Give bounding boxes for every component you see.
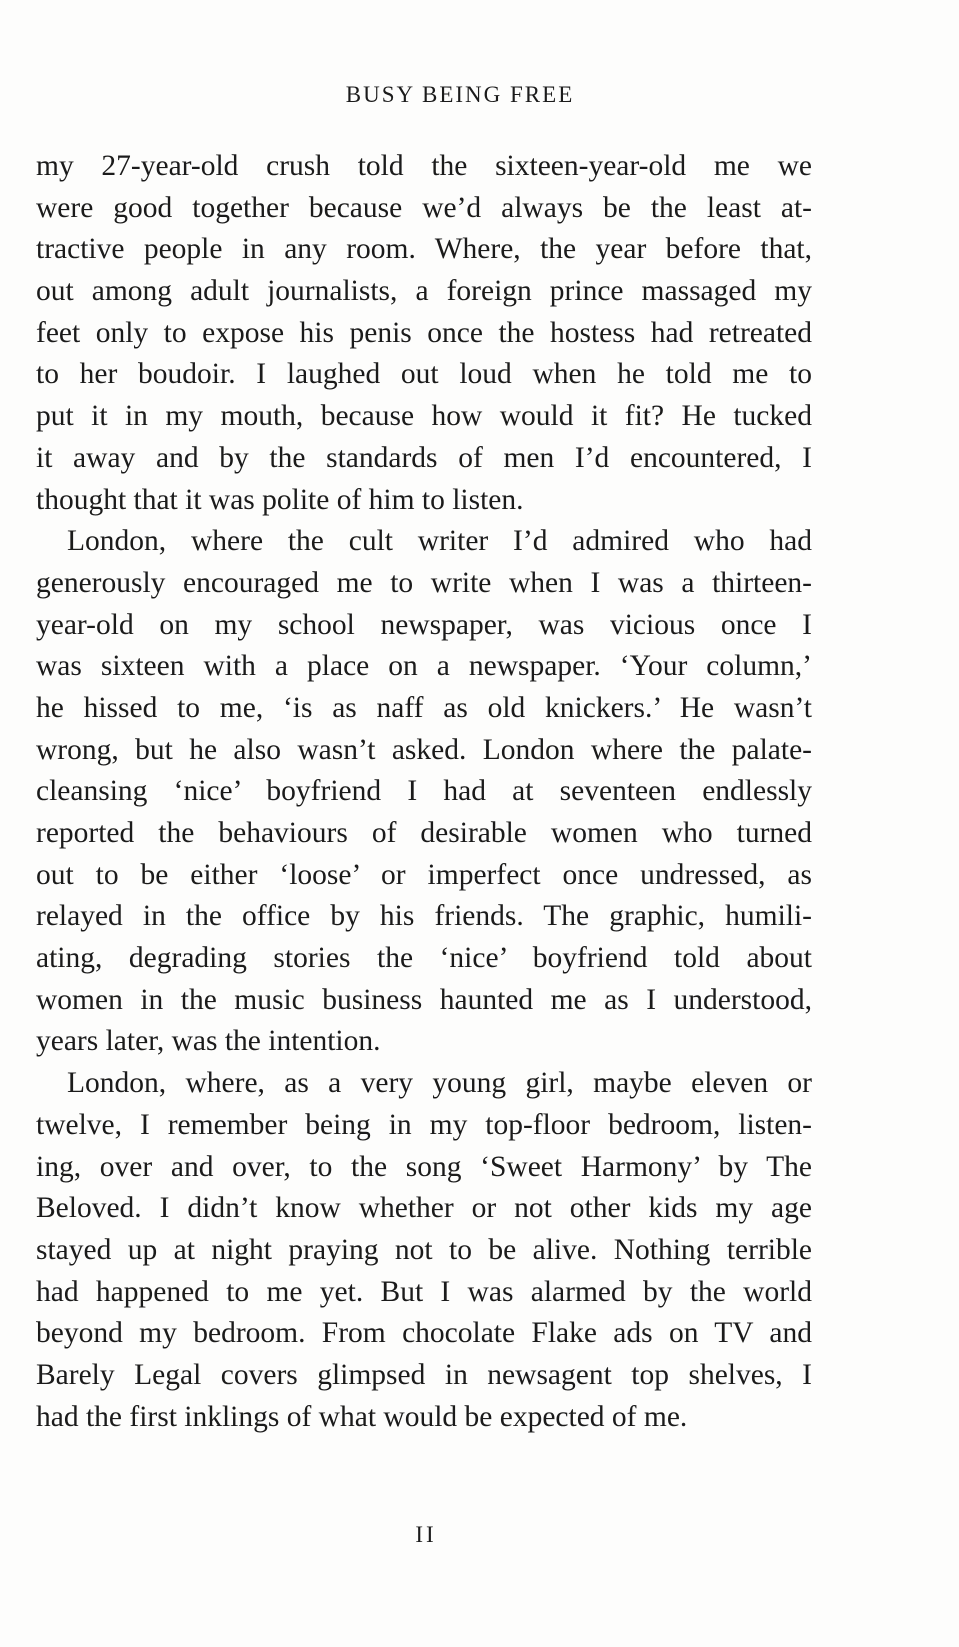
text-line: Beloved. I didn’t know whether or not other kids my age <box>36 1192 812 1225</box>
text-line: put it in my mouth, because how would it fit? He tucked <box>36 400 812 433</box>
paragraph-3 <box>36 1063 812 1438</box>
text-line: it away and by the standards of men I’d encountered, I <box>36 441 812 474</box>
text-line: was sixteen with a place on a newspaper. ‘Your column,’ <box>36 650 812 683</box>
text-line: twelve, I remember being in my top-floor bedroom, listen- <box>36 1108 812 1141</box>
text-line: London, where, as a very young girl, maybe eleven or <box>67 1067 812 1100</box>
text-line: out among adult journalists, a foreign prince massaged my <box>36 275 812 308</box>
page-number: II <box>415 1522 437 1547</box>
text-line: reported the behaviours of desirable women who turned <box>36 817 812 849</box>
text-line: women in the music business haunted me as I understood, <box>36 983 812 1016</box>
text-line: out to be either ‘loose’ or imperfect once undressed, as <box>36 858 812 891</box>
text-line: my 27-year-old crush told the sixteen-year-old me we <box>36 150 812 182</box>
text-line: ing, over and over, to the song ‘Sweet Harmony’ by The <box>36 1150 812 1183</box>
text-line: Barely Legal covers glimpsed in newsagent top shelves, I <box>36 1358 812 1391</box>
text-line: year-old on my school newspaper, was vicious once I <box>36 608 812 641</box>
text-line: years later, was the intention. <box>36 1025 381 1058</box>
body-text <box>36 146 812 1438</box>
text-line: to her boudoir. I laughed out loud when he told me to <box>36 358 812 391</box>
text-line: had happened to me yet. But I was alarmed by the world <box>36 1275 812 1308</box>
text-line: feet only to expose his penis once the hostess had retreated <box>36 316 812 349</box>
text-line: beyond my bedroom. From chocolate Flake ads on TV and <box>36 1317 812 1350</box>
text-line: generously encouraged me to write when I was a thirteen- <box>36 566 812 599</box>
text-line: he hissed to me, ‘is as naff as old knickers.’ He wasn’t <box>36 691 812 724</box>
text-line: were good together because we’d always be the least at- <box>36 191 812 224</box>
text-line: wrong, but he also wasn’t asked. London where the palate- <box>36 733 812 766</box>
text-line: tractive people in any room. Where, the year before that, <box>36 233 812 266</box>
paragraph-1 <box>36 146 812 521</box>
running-head: BUSY BEING FREE <box>345 82 575 107</box>
text-line: London, where the cult writer I’d admired who had <box>67 525 812 558</box>
text-line: thought that it was polite of him to listen. <box>36 483 524 516</box>
text-line: cleansing ‘nice’ boyfriend I had at seventeen endlessly <box>36 775 812 808</box>
text-line: ating, degrading stories the ‘nice’ boyfriend told about <box>36 942 812 975</box>
text-line: stayed up at night praying not to be alive. Nothing terrible <box>36 1233 812 1266</box>
text-line: had the first inklings of what would be expected of me. <box>36 1400 688 1433</box>
paragraph-2 <box>36 521 812 1063</box>
text-line: relayed in the office by his friends. The graphic, humili- <box>36 900 812 933</box>
